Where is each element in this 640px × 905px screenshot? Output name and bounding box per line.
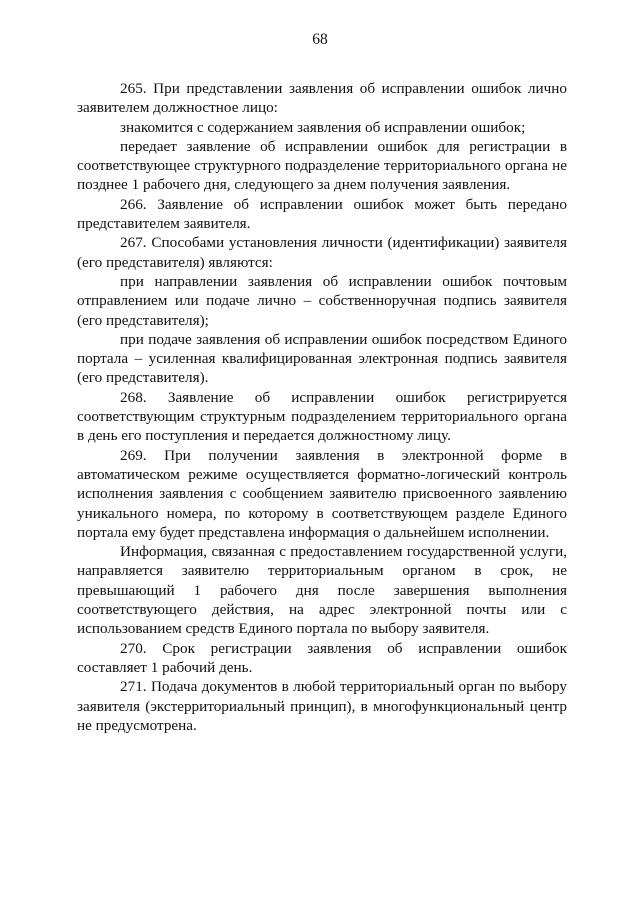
paragraph-265-item-2: передает заявление об исправлении ошибок для регистрации в соответствующее структурного подразделение территориального органа не позднее 1 рабочего дня, следующего за днем получения заявления. — [77, 137, 567, 194]
paragraph-270: 270. Срок регистрации заявления об исправлении ошибок составляет 1 рабочий день. — [77, 639, 567, 676]
paragraph-267: 267. Способами установления личности (идентификации) заявителя (его представителя) являются: — [77, 234, 567, 271]
paragraph-267-item-2: при подаче заявления об исправлении ошибок посредством Единого портала – усиленная квалифицированная электронная подпись заявителя (его представителя). — [77, 330, 567, 387]
paragraph-267-item-1: при направлении заявления об исправлении ошибок почтовым отправлением или подаче лично – собственноручная подпись заявителя (его представителя); — [77, 272, 567, 329]
paragraph-268: 268. Заявление об исправлении ошибок регистрируется соответствующим структурным подразделением территориального органа в день его поступления и передается должностному лицу. — [77, 388, 567, 445]
paragraph-269-info: Информация, связанная с предоставлением государственной услуги, направляется заявителю территориальным органом в срок, не превышающий 1 рабочего дня после завершения выполнения соответствующего действия, на адрес электронной почты или с использованием средств Единого портала по выбору заявителя. — [77, 543, 567, 638]
paragraph-265-item-1: знакомится с содержанием заявления об исправлении ошибок; — [120, 118, 526, 136]
paragraph-266: 266. Заявление об исправлении ошибок может быть передано представителем заявителя. — [77, 195, 567, 233]
document-body — [77, 79, 567, 735]
paragraph-271: 271. Подача документов в любой территориальный орган по выбору заявителя (экстерриториальный принцип), в многофункциональный центр не предусмотрена. — [77, 678, 567, 734]
paragraph-269: 269. При получении заявления в электронной форме в автоматическом режиме осуществляется форматно-логический контроль исполнения заявления с сообщением заявителю присвоенного заявлению уникального номера, по которому в соответствующем разделе Единого портала ему будет представлена информация о дальнейшем исполнении. — [77, 446, 567, 541]
page-number: 68 — [312, 31, 328, 48]
paragraph-265: 265. При представлении заявления об исправлении ошибок лично заявителем должностное лицо: — [77, 80, 567, 117]
